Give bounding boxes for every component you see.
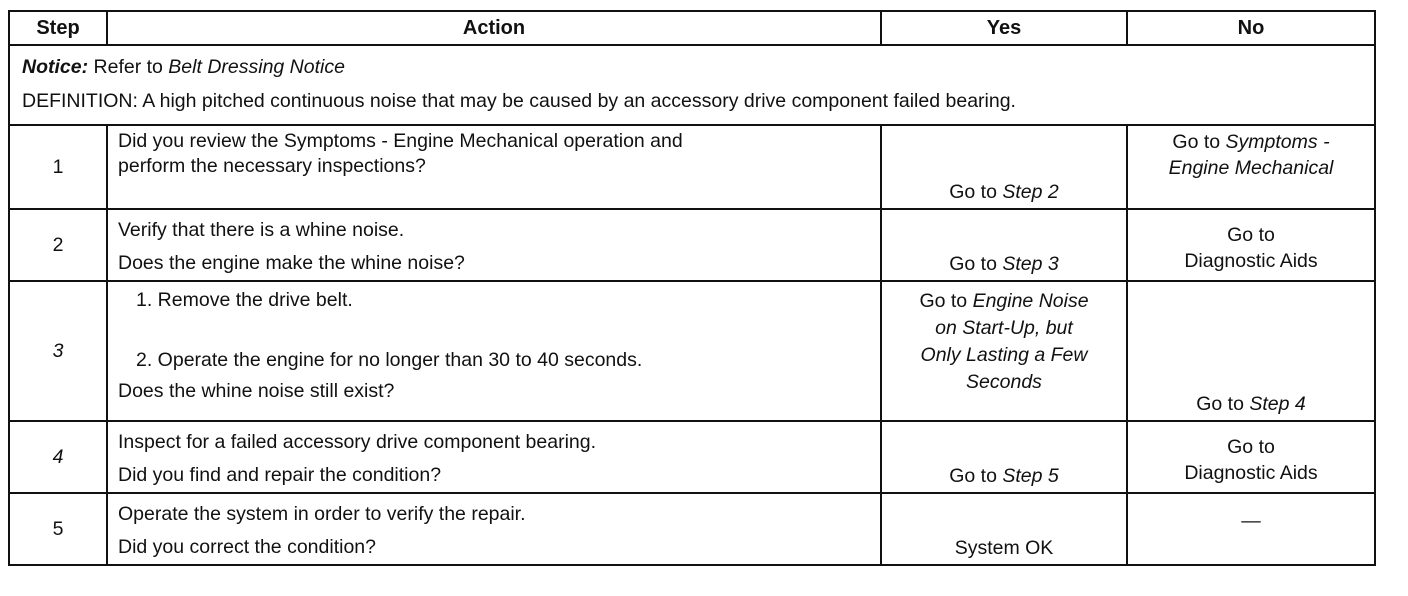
- action-cell: [107, 421, 881, 493]
- table-row: [9, 125, 1375, 209]
- step-number: 3: [9, 281, 107, 421]
- header-step: Step: [9, 11, 107, 45]
- notice-text: Refer to: [88, 56, 169, 78]
- no-action: Go to Symptoms - Engine Mechanical: [1168, 131, 1334, 179]
- yes-action: System OK: [954, 537, 1054, 559]
- action-cell: [107, 281, 881, 421]
- step-number: 2: [9, 209, 107, 281]
- action-cell: [107, 493, 881, 565]
- action-cell: [107, 125, 881, 209]
- action-step-item: 1. Remove the drive belt.: [136, 289, 353, 311]
- notice-label: Notice:: [22, 56, 89, 78]
- action-text: Does the whine noise still exist?: [118, 380, 395, 402]
- no-action: Go to Step 4: [1196, 393, 1306, 415]
- action-step-item: 2. Operate the engine for no longer than 30 to 40 seconds.: [136, 349, 643, 371]
- action-text: Did you correct the condition?: [118, 536, 376, 558]
- no-cell: [1127, 493, 1375, 565]
- action-text: Did you review the Symptoms - Engine Mechanical operation and: [118, 130, 683, 152]
- yes-cell: [881, 125, 1127, 209]
- step-number: 1: [9, 125, 107, 209]
- yes-action: Go to Engine Noise on Start-Up, but Only Lasting a Few Seconds: [919, 290, 1089, 393]
- yes-cell: [881, 209, 1127, 281]
- yes-cell: [881, 493, 1127, 565]
- notice-row: [9, 45, 1375, 125]
- action-text: Inspect for a failed accessory drive component bearing.: [118, 431, 597, 453]
- step-number: 4: [9, 421, 107, 493]
- header-action: Action: [107, 11, 881, 45]
- table-row: [9, 493, 1375, 565]
- action-text: perform the necessary inspections?: [118, 155, 426, 177]
- yes-cell: [881, 281, 1127, 421]
- diagnostic-table: [8, 10, 1376, 566]
- no-action: Go to Diagnostic Aids: [1184, 224, 1318, 272]
- no-action: Go to Diagnostic Aids: [1184, 436, 1318, 484]
- action-cell: [107, 209, 881, 281]
- header-row: [9, 11, 1375, 45]
- yes-action: Go to Step 2: [949, 181, 1059, 203]
- notice-line: [22, 50, 1362, 84]
- table-row: [9, 209, 1375, 281]
- action-text: Verify that there is a whine noise.: [118, 219, 405, 241]
- action-text: Did you find and repair the condition?: [118, 464, 442, 486]
- yes-action: Go to Step 5: [949, 465, 1059, 487]
- table-row: [9, 421, 1375, 493]
- action-text: Operate the system in order to verify the repair.: [118, 503, 526, 525]
- yes-cell: [881, 421, 1127, 493]
- no-cell: [1127, 421, 1375, 493]
- header-no: No: [1127, 11, 1375, 45]
- notice-reference: Belt Dressing Notice: [168, 56, 345, 78]
- header-yes: Yes: [881, 11, 1127, 45]
- step-number: 5: [9, 493, 107, 565]
- yes-action: Go to Step 3: [949, 253, 1059, 275]
- no-action: —: [1241, 510, 1261, 532]
- action-text: Does the engine make the whine noise?: [118, 252, 465, 274]
- no-cell: [1127, 281, 1375, 421]
- definition-text: DEFINITION: A high pitched continuous noise that may be caused by an accessory drive component failed bearing.: [22, 90, 1016, 112]
- notice-cell: [9, 45, 1375, 125]
- no-cell: [1127, 209, 1375, 281]
- no-cell: [1127, 125, 1375, 209]
- table-row: [9, 281, 1375, 421]
